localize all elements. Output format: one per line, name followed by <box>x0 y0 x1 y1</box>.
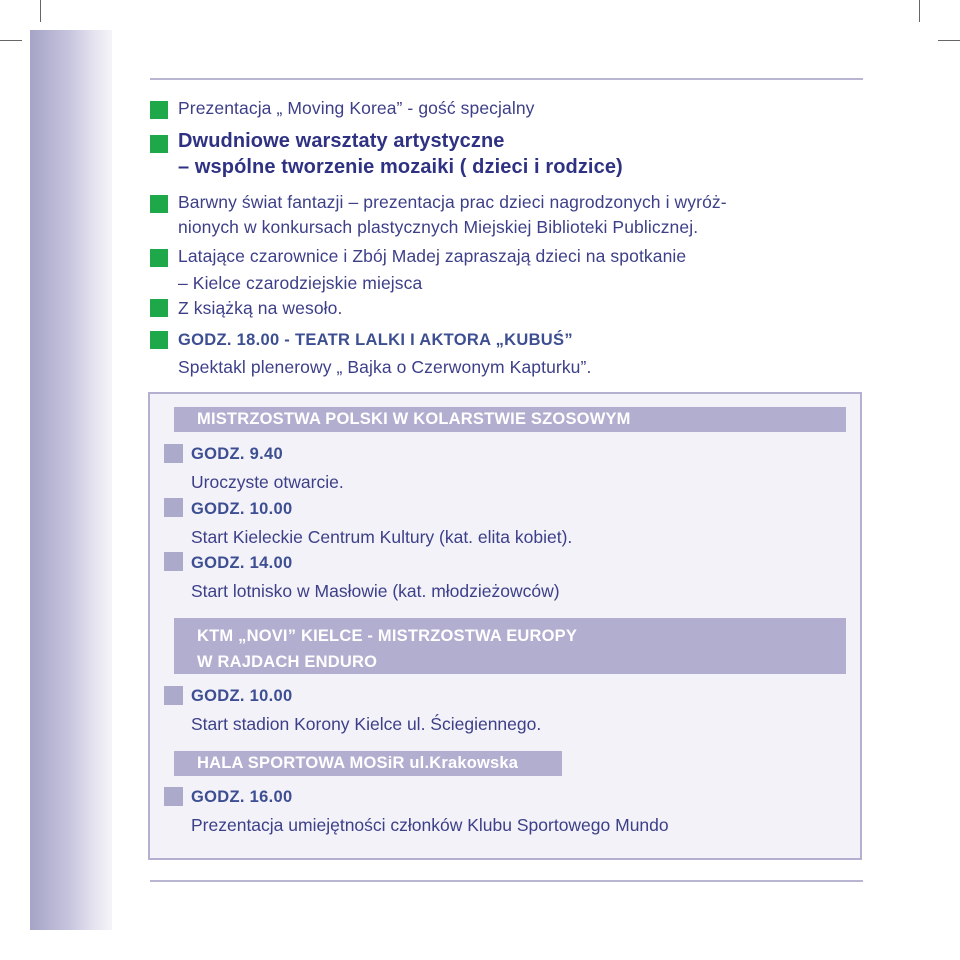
event-time: GODZ. 9.40 <box>191 445 283 463</box>
crop-mark-left-top <box>0 40 22 41</box>
item-line: Spektakl plenerowy „ Bajka o Czerwonym Kapturku”. <box>178 357 592 377</box>
side-gradient-bar <box>30 30 112 930</box>
top-rule <box>150 78 863 80</box>
event-time: GODZ. 10.00 <box>191 500 293 518</box>
event-description: Start stadion Korony Kielce ul. Ściegiennego. <box>191 714 542 734</box>
event-time: GODZ. 14.00 <box>191 554 293 572</box>
section-title: W RAJDACH ENDURO <box>197 653 378 671</box>
event-description: Uroczyste otwarcie. <box>191 472 344 492</box>
bottom-rule <box>150 880 863 882</box>
event-description: Prezentacja umiejętności członków Klubu Sportowego Mundo <box>191 815 669 835</box>
event-description: Start Kieleckie Centrum Kultury (kat. elita kobiet). <box>191 527 573 547</box>
item-line: Prezentacja „ Moving Korea” - gość specjalny <box>178 98 535 118</box>
square-bullet-icon <box>150 299 168 317</box>
section-title: MISTRZOSTWA POLSKI W KOLARSTWIE SZOSOWYM <box>197 410 631 428</box>
square-bullet-icon <box>150 101 168 119</box>
item-line: Z książką na wesoło. <box>178 298 343 318</box>
square-bullet-icon <box>150 249 168 267</box>
item-line: – Kielce czarodziejskie miejsca <box>178 273 423 293</box>
event-description: Start lotnisko w Masłowie (kat. młodzieżowców) <box>191 581 560 601</box>
square-bullet-icon <box>150 135 168 153</box>
item-line: GODZ. 18.00 - TEATR LALKI I AKTORA „KUBUŚ” <box>178 331 573 349</box>
event-time: GODZ. 16.00 <box>191 788 293 806</box>
square-bullet-icon <box>164 552 183 571</box>
item-line: Barwny świat fantazji – prezentacja prac dzieci nagrodzonych i wyróż- <box>178 192 727 212</box>
section-title: HALA SPORTOWA MOSiR ul.Krakowska <box>197 754 519 772</box>
crop-mark-right-top <box>938 40 960 41</box>
item-line: Dwudniowe warsztaty artystyczne <box>178 130 505 152</box>
item-line: – wspólne tworzenie mozaiki ( dzieci i rodzice) <box>178 156 623 178</box>
square-bullet-icon <box>164 444 183 463</box>
square-bullet-icon <box>164 787 183 806</box>
sports-schedule-box <box>148 392 862 860</box>
item-line: nionych w konkursach plastycznych Miejskiej Biblioteki Publicznej. <box>178 217 699 237</box>
square-bullet-icon <box>164 498 183 517</box>
section-header <box>174 618 846 674</box>
square-bullet-icon <box>164 686 183 705</box>
item-line: Latające czarownice i Zbój Madej zapraszają dzieci na spotkanie <box>178 246 687 266</box>
event-time: GODZ. 10.00 <box>191 687 293 705</box>
square-bullet-icon <box>150 331 168 349</box>
section-header <box>174 751 562 776</box>
section-title: KTM „NOVI” KIELCE - MISTRZOSTWA EUROPY <box>197 627 578 645</box>
crop-mark-top-left <box>40 0 41 22</box>
crop-mark-top-right <box>919 0 920 22</box>
square-bullet-icon <box>150 195 168 213</box>
section-header <box>174 407 846 432</box>
